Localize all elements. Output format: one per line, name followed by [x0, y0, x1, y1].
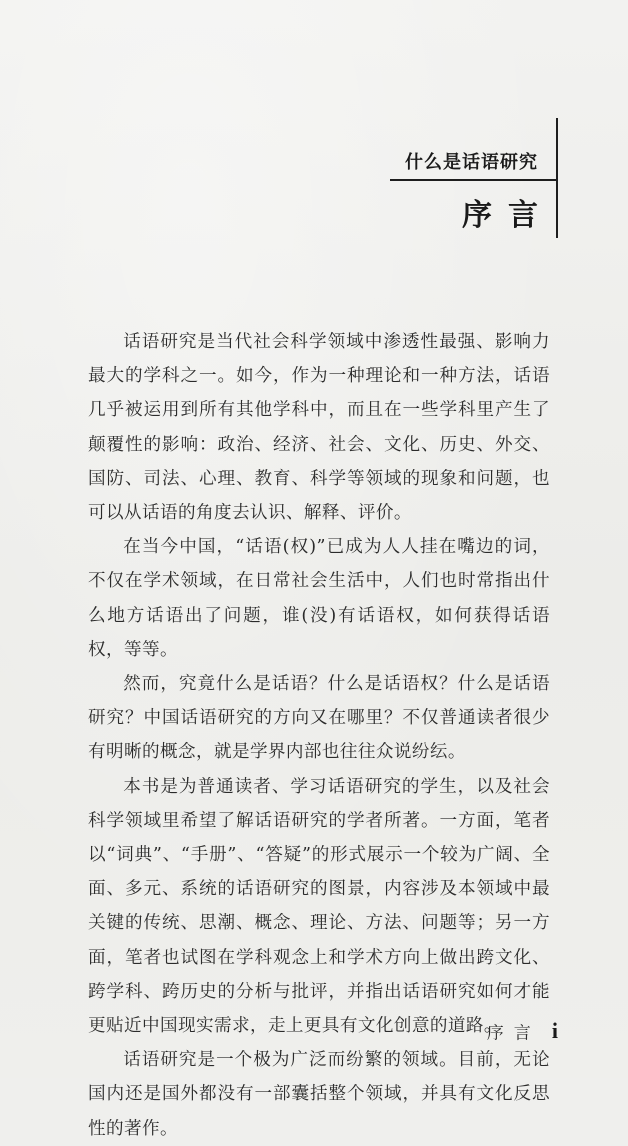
paragraph-4: 本书是为普通读者、学习话语研究的学生，以及社会科学领域里希望了解话语研究的学者所著。一方面，笔者以“词典”、“手册”、“答疑”的形式展示一个较为广阔、全面、多元、系统的话语研究的图景，内容涉及本领域中最关键的传统、思潮、概念、理论、方法、问题等；另一方面，笔者也试图在学科观念上和学术方向上做出跨文化、跨学科、跨历史的分析与批评，并指出话语研究如何才能更贴近中国现实需求，走上更具有文化创意的道路。 [88, 776, 550, 1037]
paragraph-5: 话语研究是一个极为广泛而纷繁的领域。目前，无论国内还是国外都没有一部囊括整个领域，并具有文化反思性的著作。 [88, 1050, 550, 1139]
header-horizontal-rule [390, 179, 558, 181]
page-number: i [551, 1018, 558, 1043]
series-title: 什么是话语研究 [405, 152, 538, 173]
paragraph-2: 在当今中国，“话语(权)”已成为人人挂在嘴边的词，不仅在学术领域，在日常社会生活中，人们也时常指出什么地方话语出了问题，谁(没)有话语权，如何获得话语权，等等。 [88, 537, 550, 660]
header-vertical-rule [556, 118, 558, 238]
page-footer [487, 1018, 558, 1046]
paragraph-3: 然而，究竟什么是话语？什么是话语权？什么是话语研究？中国话语研究的方向又在哪里？不仅普通读者很少有明晰的概念，就是学界内部也往往众说纷纭。 [88, 674, 550, 763]
footer-chapter-label: 序言 [486, 1023, 541, 1044]
body-text [88, 325, 550, 1146]
paragraph-1: 话语研究是当代社会科学领域中渗透性最强、影响力最大的学科之一。如今，作为一种理论和一种方法，话语几乎被运用到所有其他学科中，而且在一些学科里产生了颠覆性的影响：政治、经济、社会、文化、历史、外交、国防、司法、心理、教育、科学等领域的现象和问题，也可以从话语的角度去认识、解释、评价。 [88, 332, 550, 524]
chapter-title: 序言 [462, 198, 554, 233]
chapter-header [390, 118, 558, 238]
